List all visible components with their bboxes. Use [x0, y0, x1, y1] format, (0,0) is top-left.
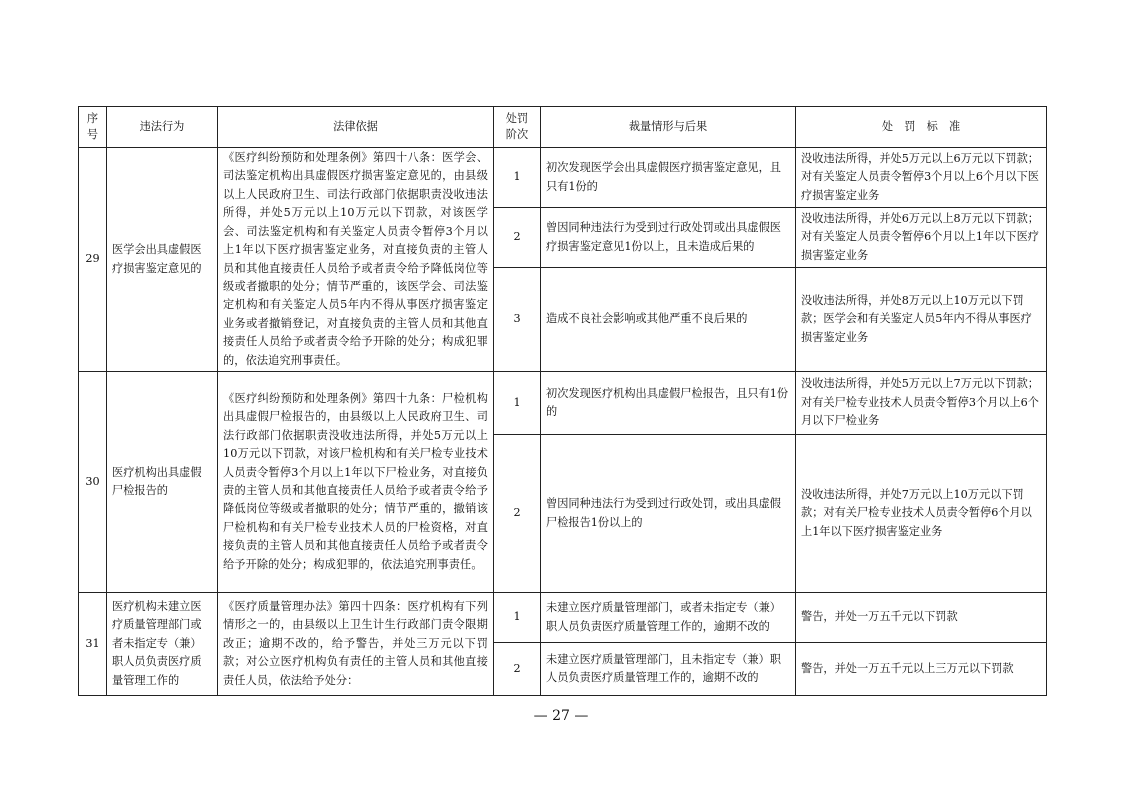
circumstance: 初次发现医疗机构出具虚假尸检报告，且只有1份的 [541, 372, 796, 435]
violation-act: 医疗机构出具虚假尸检报告的 [107, 372, 218, 593]
penalty-level: 3 [494, 268, 541, 372]
table-row [79, 148, 1047, 208]
penalty-level: 1 [494, 593, 541, 643]
header-level-line2: 阶次 [505, 128, 529, 141]
header-row [79, 107, 1047, 148]
circumstance: 曾因同种违法行为受到过行政处罚或出具虚假医疗损害鉴定意见1份以上，且未造成后果的 [541, 208, 796, 268]
legal-basis: 《医疗质量管理办法》第四十四条：医疗机构有下列情形之一的，由县级以上卫生计生行政部门责令限期改正；逾期不改的，给予警告，并处三万元以下罚款；对公立医疗机构负有责任的主管人员和其他直接责任人员，依法给予处分： [218, 593, 494, 696]
penalty-standard: 没收违法所得，并处8万元以上10万元以下罚款；医学会和有关鉴定人员5年内不得从事医疗损害鉴定业务 [796, 268, 1047, 372]
circumstance: 未建立医疗质量管理部门，且未指定专（兼）职人员负责医疗质量管理工作的，逾期不改的 [541, 643, 796, 696]
circumstance: 未建立医疗质量管理部门，或者未指定专（兼）职人员负责医疗质量管理工作的，逾期不改的 [541, 593, 796, 643]
penalty-standard: 没收违法所得，并处5万元以上7万元以下罚款；对有关尸检专业技术人员责令暂停3个月以上6个月以下尸检业务 [796, 372, 1047, 435]
penalty-standard: 没收违法所得，并处5万元以上6万元以下罚款；对有关鉴定人员责令暂停3个月以上6个月以下医疗损害鉴定业务 [796, 148, 1047, 208]
header-act: 违法行为 [107, 107, 218, 148]
header-basis: 法律依据 [218, 107, 494, 148]
row-number: 30 [79, 372, 107, 593]
header-no-line1: 序 [86, 112, 99, 125]
header-standard: 处 罚 标 准 [796, 107, 1047, 148]
legal-basis: 《医疗纠纷预防和处理条例》第四十九条：尸检机构出具虚假尸检报告的，由县级以上人民政府卫生、司法行政部门依据职责没收违法所得，并处5万元以上10万元以下罚款，对该尸检机构和有关尸检专业技术人员责令暂停3个月以上1年以下尸检业务，对直接负责的主管人员和其他直接责任人员给予或者责令给予降低岗位等级或者撤职的处分；情节严重的，撤销该尸检机构和有关尸检专业技术人员的尸检资格，对直接负责的主管人员和其他直接责任人员给予或者责令给予开除的处分；构成犯罪的，依法追究刑事责任。 [218, 372, 494, 593]
circumstance: 曾因同种违法行为受到过行政处罚，或出具虚假尸检报告1份以上的 [541, 435, 796, 593]
circumstance: 初次发现医学会出具虚假医疗损害鉴定意见，且只有1份的 [541, 148, 796, 208]
header-circumstance: 裁量情形与后果 [541, 107, 796, 148]
penalty-table [78, 106, 1047, 696]
penalty-level: 2 [494, 643, 541, 696]
violation-act: 医学会出具虚假医疗损害鉴定意见的 [107, 148, 218, 372]
circumstance: 造成不良社会影响或其他严重不良后果的 [541, 268, 796, 372]
penalty-level: 2 [494, 435, 541, 593]
page-number: — 27 — [533, 708, 589, 724]
penalty-standard: 警告，并处一万五千元以上三万元以下罚款 [796, 643, 1047, 696]
row-number: 31 [79, 593, 107, 696]
penalty-standard: 没收违法所得，并处7万元以上10万元以下罚款；对有关尸检专业技术人员责令暂停6个月以上1年以下医疗损害鉴定业务 [796, 435, 1047, 593]
header-level-line1: 处罚 [505, 112, 529, 125]
row-number: 29 [79, 148, 107, 372]
header-no-line2: 号 [86, 128, 99, 141]
penalty-level: 1 [494, 148, 541, 208]
violation-act: 医疗机构未建立医疗质量管理部门或者未指定专（兼）职人员负责医疗质量管理工作的 [107, 593, 218, 696]
penalty-level: 1 [494, 372, 541, 435]
penalty-standard: 没收违法所得，并处6万元以上8万元以下罚款；对有关鉴定人员责令暂停6个月以上1年以下医疗损害鉴定业务 [796, 208, 1047, 268]
penalty-standard: 警告，并处一万五千元以下罚款 [796, 593, 1047, 643]
table-row [79, 593, 1047, 643]
legal-basis: 《医疗纠纷预防和处理条例》第四十八条：医学会、司法鉴定机构出具虚假医疗损害鉴定意见的，由县级以上人民政府卫生、司法行政部门依据职责没收违法所得，并处5万元以上10万元以下罚款，对该医学会、司法鉴定机构和有关鉴定人员责令暂停3个月以上1年以下医疗损害鉴定业务，对直接负责的主管人员和其他直接责任人员给予或者责令给予降低岗位等级或者撤职的处分；情节严重的，该医学会、司法鉴定机构和有关鉴定人员5年内不得从事医疗损害鉴定业务或者撤销登记，对直接负责的主管人员和其他直接责任人员给予或者责令给予开除的处分；构成犯罪的，依法追究刑事责任。 [218, 148, 494, 372]
penalty-level: 2 [494, 208, 541, 268]
header-level [494, 107, 541, 148]
header-no [79, 107, 107, 148]
table-row [79, 372, 1047, 435]
